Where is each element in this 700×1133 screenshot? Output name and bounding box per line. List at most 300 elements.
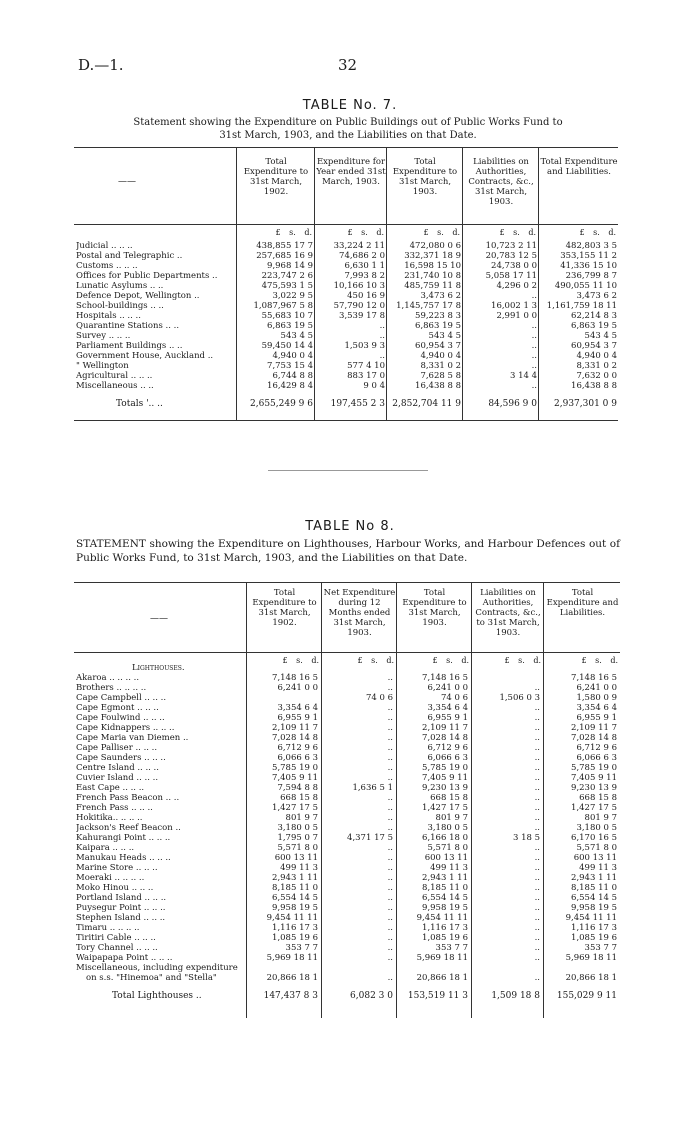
- table8-row-cell-2: ..: [387, 763, 393, 773]
- table7-row: [76, 301, 620, 311]
- table8-row-label: Kahurangi Point .. .. ..: [76, 833, 171, 843]
- table7-row: [76, 251, 620, 261]
- table7-row: [76, 291, 620, 301]
- table8-col-header-5: Total Expenditure and Liabilities.: [546, 588, 619, 618]
- table8-row-cell-2: ..: [387, 813, 393, 823]
- table8-row-cell-2: ..: [387, 803, 393, 813]
- table7-total-cell-4: 84,596 9 0: [488, 399, 537, 409]
- table8-row-cell-5: 7,148 16 5: [571, 673, 617, 683]
- table8-misc-cell-3: 20,866 18 1: [416, 973, 468, 983]
- table7-row-label: Defence Depot, Wellington ..: [76, 291, 200, 301]
- table8-row-label: Cape Kidnappers .. .. ..: [76, 723, 175, 733]
- table8-row-cell-5: 7,405 9 11: [571, 773, 617, 783]
- table7-statement: [78, 116, 618, 142]
- table8-total-cell-4: 1,509 18 8: [491, 991, 540, 1001]
- table8-row-cell-3: 7,405 9 11: [422, 773, 468, 783]
- table7-stub-dash: ——: [118, 177, 136, 187]
- table7-row-label: Judicial .. .. ..: [76, 241, 133, 251]
- table8-lsd-header-2: £ s. d.: [357, 656, 394, 665]
- table7-total-cell-5: 2,937,301 0 9: [554, 399, 617, 409]
- table8-row-label: Moeraki .. .. .. ..: [76, 873, 145, 883]
- table8-row: [76, 783, 620, 793]
- table7-total-cell-1: 2,655,249 9 6: [250, 399, 313, 409]
- table7-statement-line2: 31st March, 1903, and the Liabilities on that Date.: [219, 130, 477, 141]
- table7-row-cell-3: 4,940 0 4: [420, 351, 461, 361]
- table8-row-cell-4: ..: [534, 763, 540, 773]
- table8-row-cell-3: 5,969 18 11: [416, 953, 468, 963]
- table7-row-cell-3: 543 4 5: [428, 331, 461, 341]
- table8-total-cell-1: 147,437 8 3: [263, 991, 318, 1001]
- table8-total-cell-3: 153,519 11 3: [407, 991, 468, 1001]
- table7-row-cell-3: 231,740 10 8: [404, 271, 461, 281]
- table7-row-label: Agricultural .. .. ..: [76, 371, 153, 381]
- table8-lsd-header-1: £ s. d.: [282, 656, 319, 665]
- table7-row-cell-2: 9 0 4: [363, 381, 385, 391]
- table7-col-header-2: Expenditure for Year ended 31st March, 1903.: [316, 157, 386, 187]
- table7-row-cell-3: 3,473 6 2: [420, 291, 461, 301]
- table8-row-cell-1: 7,405 9 11: [272, 773, 318, 783]
- table8-row-label: Cape Egmont .. .. ..: [76, 703, 159, 713]
- table8-title: TABLE No 8.: [305, 519, 395, 534]
- table8-row: [76, 943, 620, 953]
- table8-row-cell-5: 353 7 7: [584, 943, 617, 953]
- table8-row-cell-2: ..: [387, 923, 393, 933]
- table7-row: [76, 241, 620, 251]
- table7-row-cell-2: 33,224 2 11: [333, 241, 385, 251]
- table8-row-cell-4: ..: [534, 923, 540, 933]
- table8-row-cell-3: 9,958 19 5: [422, 903, 468, 913]
- table8-col-header-2: Net Expenditure during 12 Months ended 31st March, 1903.: [323, 588, 396, 638]
- table8-row-cell-1: 8,185 11 0: [272, 883, 318, 893]
- table8-row-cell-2: ..: [387, 903, 393, 913]
- table8-row-cell-5: 801 9 7: [584, 813, 617, 823]
- table8-row-cell-2: ..: [387, 673, 393, 683]
- table7-row-label: Customs .. .. ..: [76, 261, 138, 271]
- table8-row-cell-5: 9,958 19 5: [571, 903, 617, 913]
- table8-row-cell-3: 5,571 8 0: [427, 843, 468, 853]
- table8-row-cell-5: 600 13 11: [573, 853, 617, 863]
- table8-row-label: Moko Hinou .. .. ..: [76, 883, 154, 893]
- table8-row-cell-4: ..: [534, 713, 540, 723]
- table7-row-cell-1: 55,683 10 7: [261, 311, 313, 321]
- table7-row-cell-4: 4,296 0 2: [496, 281, 537, 291]
- table8-row-label: Tory Channel .. .. ..: [76, 943, 158, 953]
- table7-row: [76, 331, 620, 341]
- table7-row-label: Miscellaneous .. ..: [76, 381, 154, 391]
- table7-row-cell-2: ..: [379, 331, 385, 341]
- table7-col-header-3: Total Expenditure to 31st March, 1903.: [392, 157, 458, 197]
- table7-total-cell-2: 197,455 2 3: [330, 399, 385, 409]
- table8-row-label: Tiritiri Cable .. .. ..: [76, 933, 156, 943]
- table8-row-cell-2: ..: [387, 853, 393, 863]
- table8-row-cell-3: 2,109 11 7: [422, 723, 468, 733]
- table7-row-cell-2: 7,993 8 2: [344, 271, 385, 281]
- table7-row: [76, 341, 620, 351]
- table7-row-cell-4: 3 14 4: [509, 371, 537, 381]
- table7-row-cell-1: 4,940 0 4: [272, 351, 313, 361]
- table7-totals-row: [76, 399, 620, 409]
- table8-misc-row: [76, 973, 620, 983]
- table8-row-cell-5: 6,241 0 0: [576, 683, 617, 693]
- table7-total-cell-3: 2,852,704 11 9: [392, 399, 461, 409]
- table7-row-cell-2: 6,630 1 1: [344, 261, 385, 271]
- table7-row-label: Lunatic Asylums .. ..: [76, 281, 164, 291]
- table8-row-cell-4: ..: [534, 743, 540, 753]
- table8-row-cell-5: 1,427 17 5: [571, 803, 617, 813]
- table8-row-cell-4: 1,506 0 3: [499, 693, 540, 703]
- table8-lsd-header-5: £ s. d.: [581, 656, 618, 665]
- table7-col-header-1: Total Expenditure to 31st March, 1902.: [243, 157, 309, 197]
- table7-row: [76, 351, 620, 361]
- table8-row-cell-4: ..: [534, 843, 540, 853]
- table8-row: [76, 723, 620, 733]
- table8-row-cell-3: 6,554 14 5: [422, 893, 468, 903]
- table8-row-cell-4: ..: [534, 883, 540, 893]
- table8-row-cell-1: 7,594 8 8: [277, 783, 318, 793]
- table7-row-cell-2: 1,503 9 3: [344, 341, 385, 351]
- table8-row-cell-3: 1,116 17 3: [422, 923, 468, 933]
- table8-row-cell-1: 2,109 11 7: [272, 723, 318, 733]
- table8-row-label: Akaroa .. .. .. ..: [76, 673, 140, 683]
- section-divider: [268, 470, 428, 471]
- table8-row: [76, 823, 620, 833]
- table8-row-cell-3: 7,148 16 5: [422, 673, 468, 683]
- table8-row-cell-3: 353 7 7: [435, 943, 468, 953]
- table7-row-cell-4: ..: [531, 361, 537, 371]
- table7-row-cell-5: 482,803 3 5: [565, 241, 617, 251]
- table8-row-cell-1: 3,354 6 4: [277, 703, 318, 713]
- table7-row-cell-1: 257,685 16 9: [256, 251, 313, 261]
- table8-row-cell-3: 499 11 3: [430, 863, 468, 873]
- table8-row-cell-3: 3,180 0 5: [427, 823, 468, 833]
- table8-stub-dash: ——: [150, 614, 168, 624]
- table8-col-header-4: Liabilities on Authorities, Contracts, &c., to 31st March, 1903.: [475, 588, 541, 638]
- table8-row-cell-4: ..: [534, 953, 540, 963]
- table8-row-label: Timaru .. .. .. ..: [76, 923, 140, 933]
- table7-row-cell-3: 1,145,757 17 8: [396, 301, 461, 311]
- table8-row: [76, 803, 620, 813]
- table8-row-cell-1: 1,795 0 7: [277, 833, 318, 843]
- table7-row-cell-1: 3,022 9 5: [272, 291, 313, 301]
- table7-row-cell-2: 57,790 12 0: [333, 301, 385, 311]
- page-reference: D.—1.: [78, 56, 124, 74]
- table8-row-cell-5: 499 11 3: [579, 863, 617, 873]
- table8-row-cell-4: ..: [534, 873, 540, 883]
- table8-row-cell-3: 6,166 18 0: [422, 833, 468, 843]
- table8-row-cell-3: 1,427 17 5: [422, 803, 468, 813]
- table8-row-label: East Cape .. .. ..: [76, 783, 145, 793]
- table7-row-cell-3: 8,331 0 2: [420, 361, 461, 371]
- table8-row-cell-4: ..: [534, 813, 540, 823]
- table8-row: [76, 863, 620, 873]
- table8-header-rule: [74, 652, 620, 653]
- table8-row-cell-3: 5,785 19 0: [422, 763, 468, 773]
- table7-row-label: Parliament Buildings .. ..: [76, 341, 183, 351]
- table8-row-cell-5: 3,180 0 5: [576, 823, 617, 833]
- table8-row: [76, 853, 620, 863]
- table7-row: [76, 311, 620, 321]
- table7-row-cell-5: 16,438 8 8: [571, 381, 617, 391]
- table8-row-cell-1: 499 11 3: [280, 863, 318, 873]
- table8-section-row: [76, 663, 620, 673]
- table7-row-cell-5: 41,336 15 10: [560, 261, 617, 271]
- table8-row-cell-2: ..: [387, 753, 393, 763]
- table8-row: [76, 933, 620, 943]
- table8-row-cell-3: 801 9 7: [435, 813, 468, 823]
- table8-row-cell-5: 5,785 19 0: [571, 763, 617, 773]
- table8-row-label: Kaipara .. .. ..: [76, 843, 135, 853]
- table8-row-cell-1: 9,454 11 11: [266, 913, 318, 923]
- table8-row-cell-2: ..: [387, 703, 393, 713]
- table8-totals-label: Total Lighthouses ..: [112, 991, 202, 1001]
- table7-row-cell-2: 883 17 0: [347, 371, 385, 381]
- table8-row-cell-2: ..: [387, 933, 393, 943]
- table7-lsd-header-5: £ s. d.: [579, 228, 616, 237]
- table8-row-cell-1: 2,943 1 11: [272, 873, 318, 883]
- table8-row-cell-5: 9,230 13 9: [571, 783, 617, 793]
- table8-row-label: Hokitika.. .. .. ..: [76, 813, 143, 823]
- table7-row-cell-3: 472,080 0 6: [409, 241, 461, 251]
- table8-row-cell-2: ..: [387, 913, 393, 923]
- table8-row-cell-1: 3,180 0 5: [277, 823, 318, 833]
- table8-row-cell-4: ..: [534, 903, 540, 913]
- table8-row-cell-2: ..: [387, 873, 393, 883]
- table7-spacer: [76, 391, 620, 399]
- table7-row-label: Hospitals .. .. ..: [76, 311, 141, 321]
- table8-row-label: Cape Saunders .. .. ..: [76, 753, 166, 763]
- table7-row-cell-5: 236,799 8 7: [565, 271, 617, 281]
- table8-row: [76, 743, 620, 753]
- table7-row-cell-1: 7,753 15 4: [267, 361, 313, 371]
- table8-row-cell-4: ..: [534, 733, 540, 743]
- table8-row-cell-5: 2,943 1 11: [571, 873, 617, 883]
- table8-row-cell-1: 1,116 17 3: [272, 923, 318, 933]
- table7-lsd-header-4: £ s. d.: [499, 228, 536, 237]
- table8-row: [76, 703, 620, 713]
- table7-row-label: " Wellington: [76, 361, 129, 371]
- table8-row-cell-4: ..: [534, 853, 540, 863]
- table8-row: [76, 953, 620, 963]
- table8-row-cell-5: 8,185 11 0: [571, 883, 617, 893]
- table7-row-cell-3: 6,863 19 5: [415, 321, 461, 331]
- table8-row: [76, 883, 620, 893]
- table7-row-label: Offices for Public Departments ..: [76, 271, 218, 281]
- table8-row-label: Cape Maria van Diemen ..: [76, 733, 189, 743]
- table8-row-cell-3: 6,712 9 6: [427, 743, 468, 753]
- table8-row-cell-3: 74 0 6: [440, 693, 468, 703]
- table8-row: [76, 903, 620, 913]
- table7-row-label: Government House, Auckland ..: [76, 351, 214, 361]
- table8-row-cell-5: 6,554 14 5: [571, 893, 617, 903]
- table8-row-cell-5: 5,571 8 0: [576, 843, 617, 853]
- table8-row-cell-1: 801 9 7: [285, 813, 318, 823]
- table8-row-cell-5: 6,955 9 1: [576, 713, 617, 723]
- table8-row-label: Portland Island .. .. ..: [76, 893, 167, 903]
- table8-row-cell-4: ..: [534, 793, 540, 803]
- table8-row: [76, 923, 620, 933]
- table8-misc-row-line1: [76, 963, 620, 973]
- table8-row-label: Brothers .. .. .. ..: [76, 683, 147, 693]
- table8-row-label: French Pass .. .. ..: [76, 803, 153, 813]
- table7-row-cell-2: 450 16 9: [347, 291, 385, 301]
- table7-body: [76, 241, 620, 409]
- table8-row-cell-5: 668 15 8: [579, 793, 617, 803]
- table8-row-cell-1: 1,085 19 6: [272, 933, 318, 943]
- table8-row-cell-2: ..: [387, 723, 393, 733]
- table8-row-cell-5: 1,580 0 9: [576, 693, 617, 703]
- table7-row-cell-3: 7,628 5 8: [420, 371, 461, 381]
- table7-top-rule: [74, 147, 618, 148]
- table8-row-cell-4: ..: [534, 683, 540, 693]
- table8-total-cell-2: 6,082 3 0: [350, 991, 393, 1001]
- table7-row-cell-1: 223,747 2 6: [261, 271, 313, 281]
- table8-row-cell-1: 6,066 6 3: [277, 753, 318, 763]
- table8-row-cell-3: 3,354 6 4: [427, 703, 468, 713]
- table8-row-cell-1: 600 13 11: [274, 853, 318, 863]
- table8-row-label: Cape Campbell .. .. ..: [76, 693, 167, 703]
- table8-row-cell-2: ..: [387, 773, 393, 783]
- table7-row-cell-4: ..: [531, 341, 537, 351]
- table8-misc-cell-4: ..: [534, 973, 540, 983]
- table8-row: [76, 813, 620, 823]
- table7-row-cell-1: 6,863 19 5: [267, 321, 313, 331]
- table7-lsd-header-1: £ s. d.: [275, 228, 312, 237]
- table8-row-label: Jackson's Reef Beacon ..: [76, 823, 181, 833]
- table7-title: TABLE No. 7.: [302, 98, 398, 113]
- table7-row-cell-3: 16,438 8 8: [415, 381, 461, 391]
- table8-row-cell-3: 9,230 13 9: [422, 783, 468, 793]
- table8-row-cell-3: 2,943 1 11: [422, 873, 468, 883]
- table8-row-cell-4: ..: [534, 773, 540, 783]
- table8-section-heading: Lighthouses.: [132, 663, 185, 673]
- table7-row-cell-4: ..: [531, 381, 537, 391]
- table8-row-cell-4: ..: [534, 783, 540, 793]
- table7-row-cell-2: ..: [379, 351, 385, 361]
- table8-misc-cell-5: 20,866 18 1: [565, 973, 617, 983]
- table7-row-cell-5: 3,473 6 2: [576, 291, 617, 301]
- table7-row: [76, 321, 620, 331]
- table8-row-label: French Pass Beacon .. ..: [76, 793, 180, 803]
- table7-row-cell-3: 332,371 18 9: [404, 251, 461, 261]
- table8-row-cell-4: ..: [534, 943, 540, 953]
- table7-row-cell-1: 475,593 1 5: [261, 281, 313, 291]
- table7-lsd-header-2: £ s. d.: [347, 228, 384, 237]
- table8-row-cell-2: ..: [387, 683, 393, 693]
- table8-row-cell-1: 5,785 19 0: [272, 763, 318, 773]
- table7-row-label: School-buildings .. ..: [76, 301, 164, 311]
- table8-row-cell-3: 8,185 11 0: [422, 883, 468, 893]
- table7-row-label: Survey .. .. ..: [76, 331, 131, 341]
- table8-row-cell-3: 6,241 0 0: [427, 683, 468, 693]
- page-number: 32: [338, 56, 358, 74]
- table8-row-cell-2: ..: [387, 893, 393, 903]
- table8-row-cell-5: 1,085 19 6: [571, 933, 617, 943]
- table7-row-cell-5: 60,954 3 7: [571, 341, 617, 351]
- table8-row: [76, 673, 620, 683]
- table8-row: [76, 683, 620, 693]
- table8-row-cell-2: ..: [387, 743, 393, 753]
- table7-row-cell-4: 10,723 2 11: [485, 241, 537, 251]
- table7-row-cell-1: 9,968 14 9: [267, 261, 313, 271]
- table8-row-label: Puysegur Point .. .. ..: [76, 903, 166, 913]
- table8-lsd-header-4: £ s. d.: [504, 656, 541, 665]
- table8-row-cell-3: 6,066 6 3: [427, 753, 468, 763]
- table8-row-label: Marine Store .. .. ..: [76, 863, 158, 873]
- table8-spacer: [76, 983, 620, 991]
- table7-row-cell-4: ..: [531, 351, 537, 361]
- table7-row-cell-2: 10,166 10 3: [333, 281, 385, 291]
- table8-misc-cell-1: 20,866 18 1: [266, 973, 318, 983]
- table8-row: [76, 893, 620, 903]
- table7-row-cell-1: 16,429 8 4: [267, 381, 313, 391]
- table8-row: [76, 763, 620, 773]
- table8-row-cell-5: 1,116 17 3: [571, 923, 617, 933]
- table7-row-cell-2: 3,539 17 8: [339, 311, 385, 321]
- table8-misc-cell-2: ..: [387, 973, 393, 983]
- table8-col-header-3: Total Expenditure to 31st March, 1903.: [402, 588, 467, 628]
- table8-top-rule: [74, 582, 620, 583]
- table8-row: [76, 843, 620, 853]
- table8-row: [76, 733, 620, 743]
- table8-row-cell-2: ..: [387, 823, 393, 833]
- table8-row-cell-4: ..: [534, 893, 540, 903]
- table8-row-label: Manukau Heads .. .. ..: [76, 853, 171, 863]
- table8-row: [76, 793, 620, 803]
- table7-row-cell-1: 543 4 5: [280, 331, 313, 341]
- table7-row-cell-4: 5,058 17 11: [485, 271, 537, 281]
- table8-row-cell-5: 6,170 16 5: [571, 833, 617, 843]
- table7-totals-label: Totals '.. ..: [116, 399, 163, 409]
- table8-row-cell-2: ..: [387, 953, 393, 963]
- table7-row-cell-4: 24,738 0 0: [491, 261, 537, 271]
- table7-row-cell-5: 490,055 11 10: [554, 281, 617, 291]
- table8-row: [76, 693, 620, 703]
- table8-row-cell-2: 4,371 17 5: [347, 833, 393, 843]
- table8-row: [76, 873, 620, 883]
- table8-row: [76, 913, 620, 923]
- table8-row-cell-1: 6,955 9 1: [277, 713, 318, 723]
- table7-row-cell-5: 7,632 0 0: [576, 371, 617, 381]
- table8-row-cell-1: 6,554 14 5: [272, 893, 318, 903]
- table8-row-cell-4: ..: [534, 703, 540, 713]
- table7-row-cell-5: 8,331 0 2: [576, 361, 617, 371]
- table7-row-cell-3: 485,759 11 8: [404, 281, 461, 291]
- table7-row-cell-4: 2,991 0 0: [496, 311, 537, 321]
- table7-col-header-5: Total Expenditure and Liabilities.: [540, 157, 618, 177]
- table8-row-cell-5: 3,354 6 4: [576, 703, 617, 713]
- table8-row-cell-5: 5,969 18 11: [565, 953, 617, 963]
- table8-statement: STATEMENT showing the Expenditure on Lighthouses, Harbour Works, and Harbour Defences out of Public Works Fund, to 31st March, 1903, and the Liabilities on that Date.: [76, 538, 620, 564]
- table8-row-cell-1: 5,571 8 0: [277, 843, 318, 853]
- table8-row-cell-3: 7,028 14 8: [422, 733, 468, 743]
- table7-row-cell-4: ..: [531, 331, 537, 341]
- table8-misc-label-line1: Miscellaneous, including expenditure: [76, 963, 238, 973]
- table8-row-cell-1: 353 7 7: [285, 943, 318, 953]
- table8-row-cell-3: 9,454 11 11: [416, 913, 468, 923]
- table7-row-cell-5: 4,940 0 4: [576, 351, 617, 361]
- table7-row-cell-3: 16,598 15 10: [404, 261, 461, 271]
- table8-row-cell-4: ..: [534, 933, 540, 943]
- table8-row-cell-1: [246, 693, 321, 703]
- table8-row-label: Cape Palliser .. .. ..: [76, 743, 158, 753]
- table8-col-header-1: Total Expenditure to 31st March, 1902.: [252, 588, 317, 628]
- table7-row-cell-1: 438,855 17 7: [256, 241, 313, 251]
- table7-row-label: Postal and Telegraphic ..: [76, 251, 183, 261]
- table8-row-cell-5: 7,028 14 8: [571, 733, 617, 743]
- table8-row-cell-4: ..: [534, 803, 540, 813]
- table8-row-cell-2: 74 0 6: [365, 693, 393, 703]
- table8-row-cell-4: 3 18 5: [512, 833, 540, 843]
